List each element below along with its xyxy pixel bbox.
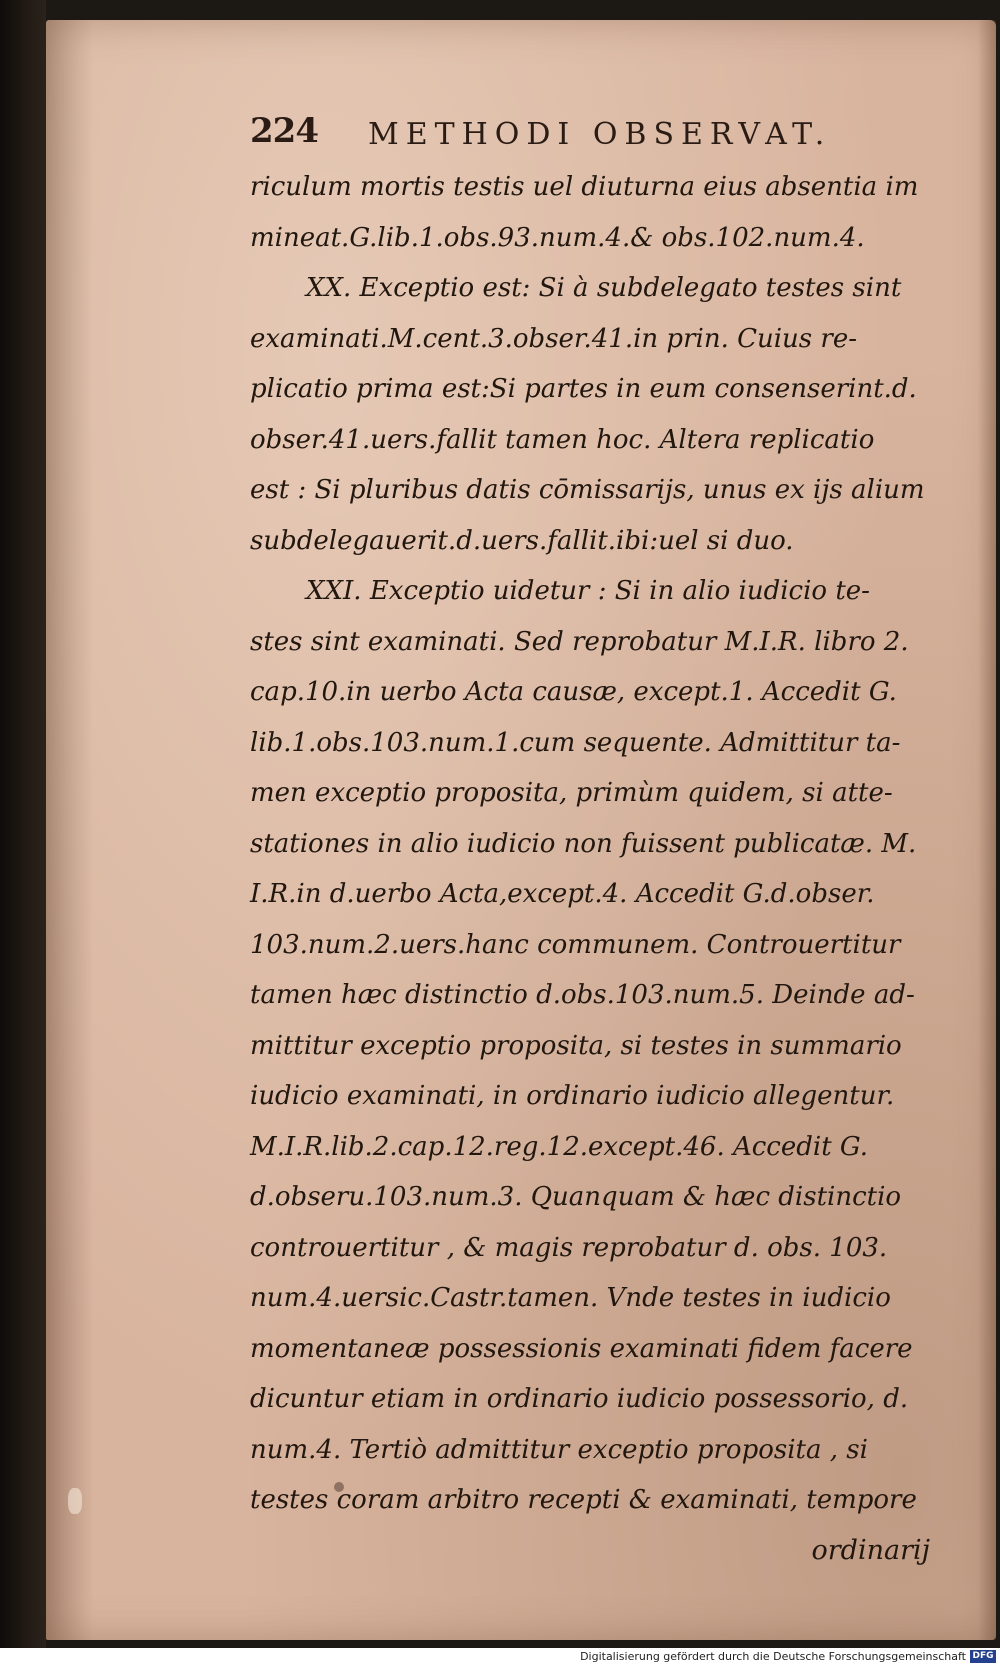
binding-edge: [0, 0, 46, 1648]
text-line: num.4. Tertiò admittitur exceptio proposita , si: [250, 1434, 868, 1465]
text-line: est : Si pluribus datis cōmissarijs, unus ex ijs alium: [250, 475, 925, 505]
text-line: tamen hæc distinctio d.obs.103.num.5. Deinde ad-: [250, 980, 915, 1010]
text-line: stes sint examinati. Sed reprobatur M.I.R. libro 2.: [250, 626, 909, 657]
text-line: XXI. Exceptio uidetur : Si in alio iudicio te-: [306, 576, 870, 606]
page-header: [250, 105, 910, 155]
text-line: 103.num.2.uers.hanc communem. Controuertitur: [250, 929, 901, 960]
running-title: METHODI OBSERVAT.: [368, 117, 832, 152]
ink-smudge: [68, 1488, 82, 1514]
text-line: momentaneæ possessionis examinati fidem facere: [250, 1333, 913, 1364]
text-line: obser.41.uers.fallit tamen hoc. Altera replicatio: [250, 424, 875, 455]
page-edge-shadow: [978, 20, 996, 1640]
text-line: riculum mortis testis uel diuturna eius absentia im: [250, 172, 919, 202]
text-line: num.4.uersic.Castr.tamen. Vnde testes in iudicio: [250, 1283, 891, 1313]
text-line: subdelegauerit.d.uers.fallit.ibi:uel si duo.: [250, 525, 794, 556]
funding-credit: Digitalisierung gefördert durch die Deutsche Forschungsgemeinschaft: [580, 1650, 966, 1663]
text-line: dicuntur etiam in ordinario iudicio possessorio, d.: [250, 1384, 909, 1414]
text-line: examinati.M.cent.3.obser.41.in prin. Cuius re-: [250, 323, 858, 354]
text-line: men exceptio proposita, primùm quidem, si atte-: [250, 778, 893, 808]
page-number: 224: [250, 111, 318, 151]
body-text: [250, 162, 930, 1576]
text-line: mittitur exceptio proposita, si testes in summario: [250, 1030, 902, 1061]
text-line: M.I.R.lib.2.cap.12.reg.12.except.46. Accedit G.: [250, 1131, 869, 1162]
text-line: d.obseru.103.num.3. Quanquam & hæc distinctio: [250, 1182, 902, 1212]
text-line: testes coram arbitro recepti & examinati, tempore: [250, 1485, 917, 1515]
text-line: controuertitur , & magis reprobatur d. obs. 103.: [250, 1232, 888, 1263]
text-line: mineat.G.lib.1.obs.93.num.4.& obs.102.num.4.: [250, 222, 865, 253]
dfg-logo-badge: DFG: [970, 1650, 996, 1663]
text-line: lib.1.obs.103.num.1.cum sequente. Admittitur ta-: [250, 727, 901, 758]
text-line: iudicio examinati, in ordinario iudicio allegentur.: [250, 1081, 895, 1111]
text-line: XX. Exceptio est: Si à subdelegato testes sint: [306, 273, 902, 303]
catchword: ordinarij: [811, 1534, 930, 1566]
text-line: I.R.in d.uerbo Acta,except.4. Accedit G.d.obser.: [250, 879, 875, 909]
text-line: plicatio prima est:Si partes in eum consenserint.d.: [250, 374, 917, 404]
text-line: cap.10.in uerbo Acta causæ, except.1. Accedit G.: [250, 677, 897, 707]
text-line: stationes in alio iudicio non fuissent publicatæ. M.: [250, 828, 917, 859]
digitization-footer: [0, 1648, 1000, 1666]
